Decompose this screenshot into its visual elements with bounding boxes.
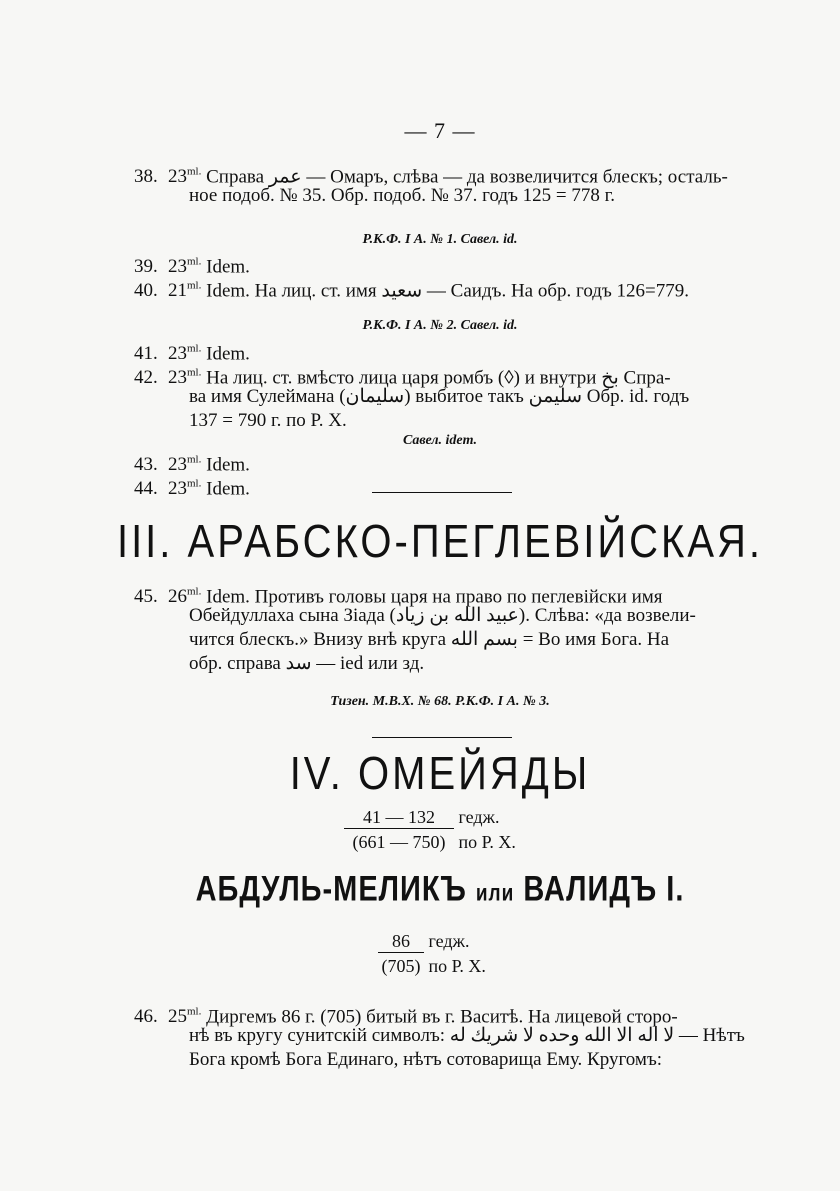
reference-line: Р.К.Ф. I А. № 1. Савел. id.	[362, 232, 518, 247]
ruler-title	[0, 871, 840, 911]
section-heading: III. АРАБСКО-ПЕГЛЕВІЙСКАЯ.	[116, 516, 764, 568]
fraction-unit: гедж.	[458, 807, 500, 827]
fraction-denominator: (705)	[378, 952, 424, 977]
entry-text: Idem. Противъ головы царя на право по пеглевійски имя	[206, 586, 663, 608]
section-heading: IV. ОМЕЙЯДЫ	[289, 748, 591, 800]
reference-line: Савел. idem.	[402, 433, 478, 448]
entry-size: $25^{ml.}$	[168, 1006, 202, 1028]
entry-size: $23^{ml.}$	[168, 166, 202, 188]
entry-size: $23^{ml.}$	[168, 256, 202, 278]
ruler-name-b: ВАЛИДЪ I.	[523, 870, 685, 910]
entry-text: Справа عمر — Омаръ, слѣва — да возвеличится блескъ; осталь-	[206, 166, 728, 188]
reference-line: Тизен. М.В.Х. № 68. Р.К.Ф. I А. № 3.	[330, 694, 550, 709]
entry-size: $23^{ml.}$	[168, 478, 202, 500]
entry-number: 46.	[134, 1006, 158, 1028]
entry-text: Idem.	[206, 256, 250, 278]
entry-size: $21^{ml.}$	[168, 280, 202, 302]
entry-number: 40.	[134, 280, 158, 302]
entry-46-cont: нѣ въ кругу сунитскій символъ: لا اله الا الله وحده لا شريك له — Нѣтъ	[189, 1025, 745, 1046]
entry-text: Idem.	[206, 478, 250, 500]
entry-size: $23^{ml.}$	[168, 343, 202, 365]
entry-text: Idem.	[206, 343, 250, 365]
date-fraction	[344, 806, 516, 853]
entry-number: 44.	[134, 478, 158, 500]
entry-size: $26^{ml.}$	[168, 586, 202, 608]
entry-45-cont: Обейдуллаха сына Зіада (عبيد الله بن زياد). Слѣва: «да возвели-	[189, 605, 696, 626]
divider	[372, 492, 512, 493]
fraction-unit: по Р. Х.	[458, 832, 516, 852]
entry-44	[134, 472, 752, 501]
entry-38-cont: ное подоб. № 35. Обр. подоб. № 37. годъ 125 = 778 г.	[189, 185, 616, 206]
entry-42-cont: ва имя Сулеймана (سليمان) выбитое такъ سليمن Обр. id. годъ	[189, 386, 690, 407]
ruler-or: или	[475, 881, 515, 907]
reference-line: Р.К.Ф. I А. № 2. Савел. id.	[362, 318, 518, 333]
fraction-numerator: 41 — 132	[363, 807, 435, 827]
entry-number: 42.	[134, 367, 158, 389]
entry-45-cont: обр. справа سد — ied или зд.	[189, 653, 425, 674]
divider	[372, 737, 512, 738]
entry-number: 39.	[134, 256, 158, 278]
entry-42-cont: 137 = 790 г. по Р. Х.	[189, 410, 347, 431]
fraction-numerator: 86	[392, 931, 410, 951]
entry-size: $23^{ml.}$	[168, 454, 202, 476]
page-number: — 7 —	[404, 118, 476, 143]
entry-text: Idem.	[206, 454, 250, 476]
entry-number: 43.	[134, 454, 158, 476]
ruler-name-a: АБДУЛЬ-МЕЛИКЪ	[195, 870, 467, 910]
entry-text: На лиц. ст. вмѣсто лица царя ромбъ (◊) и внутри بخ Спра-	[206, 367, 671, 389]
entry-45-cont: чится блескъ.» Внизу внѣ круга بسم الله = Во имя Бога. На	[189, 629, 670, 650]
entry-number: 41.	[134, 343, 158, 365]
entry-text: Idem. На лиц. ст. имя سعيد — Саидъ. На обр. годъ 126=779.	[206, 280, 689, 302]
date-fraction	[378, 930, 486, 977]
fraction-unit: гедж.	[428, 931, 470, 951]
entry-number: 38.	[134, 166, 158, 188]
entry-40	[134, 274, 752, 303]
fraction-denominator: (661 — 750)	[344, 828, 454, 853]
entry-text: Диргемъ 86 г. (705) битый въ г. Васитѣ. На лицевой сторо-	[206, 1006, 678, 1028]
entry-size: $23^{ml.}$	[168, 367, 202, 389]
entry-number: 45.	[134, 586, 158, 608]
fraction-unit: по Р. Х.	[428, 956, 486, 976]
entry-46-cont: Бога кромѣ Бога Единаго, нѣтъ сотоварища Ему. Кругомъ:	[189, 1049, 663, 1070]
